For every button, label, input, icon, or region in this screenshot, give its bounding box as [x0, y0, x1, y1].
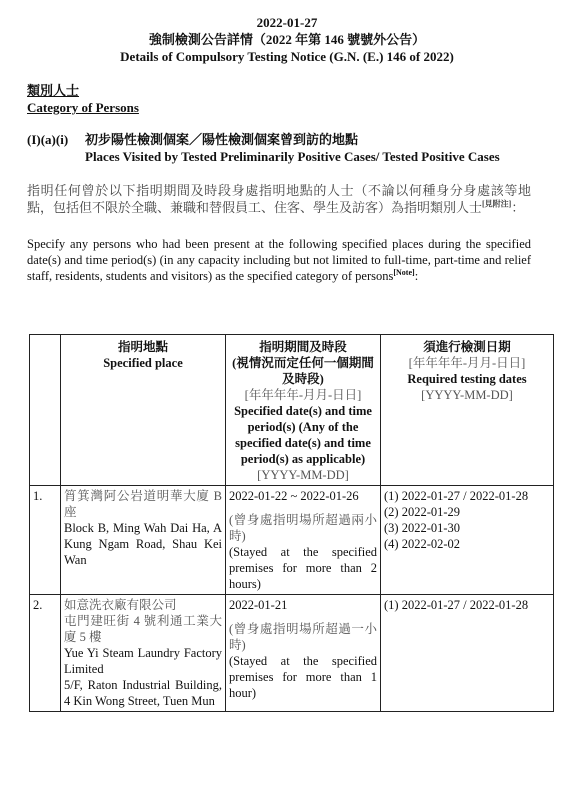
header-period-format-zh: [年年年年-月月-日日] — [244, 388, 362, 402]
header-place-zh: 指明地點 — [117, 340, 168, 354]
header-period — [226, 335, 381, 486]
header-testing-format-zh: [年年年年-月月-日日] — [408, 356, 526, 370]
row-period-note-zh: (曾身處指明場所超過一小時) — [229, 622, 377, 652]
notice-title-en: Details of Compulsory Testing Notice (G.N. (E.) 146 of 2022) — [120, 49, 454, 64]
row-period-note-en: (Stayed at the specified premises for more than 1 hour) — [229, 654, 377, 700]
paragraph-zh-note: [見附注] — [482, 199, 512, 209]
row-period — [226, 486, 381, 595]
table-row — [30, 486, 554, 595]
row-number: 2. — [30, 595, 61, 712]
paragraph-zh — [27, 182, 531, 216]
row-place — [61, 595, 226, 712]
notice-date: 2022-01-27 — [256, 15, 318, 30]
row-place — [61, 486, 226, 595]
category-heading-en: Category of Persons — [27, 100, 139, 115]
row-place-en: Yue Yi Steam Laundry Factory Limited — [64, 646, 222, 676]
row-place-zh: 如意洗衣廠有限公司 — [64, 598, 177, 612]
testing-date-item: (1) 2022-01-27 / 2022-01-28 — [384, 598, 529, 612]
testing-date-item: (2) 2022-01-29 — [384, 505, 461, 519]
row-place-en: Block B, Ming Wah Dai Ha, A Kung Ngam Road, Shau Kei Wan — [64, 521, 222, 567]
paragraph-zh-text: 指明任何曾於以下指明期間及時段身處指明地點的人士（不論以何種身分身處該等地點，包括但不限於全職、兼職和替假員工、住客、學生及訪客）為指明類別人士 — [27, 183, 531, 215]
table-header-row — [30, 335, 554, 486]
header-testing — [381, 335, 554, 486]
row-period-note-en: (Stayed at the specified premises for more than 2 hours) — [229, 545, 377, 591]
paragraph-zh-end: ： — [511, 200, 525, 215]
row-period-note-zh: (曾身處指明場所超過兩小時) — [229, 513, 377, 543]
row-period-dates: 2022-01-22 ~ 2022-01-26 — [229, 489, 359, 503]
section-number: (I)(a)(i) — [27, 132, 69, 147]
header-period-zh1: 指明期間及時段 — [259, 340, 347, 354]
paragraph-en — [27, 236, 531, 284]
header-testing-format-en: [YYYY-MM-DD] — [421, 388, 513, 402]
header-testing-en: Required testing dates — [407, 372, 527, 386]
row-testing-dates — [381, 595, 554, 712]
row-testing-dates — [381, 486, 554, 595]
notice-title-zh: 強制檢測公告詳情（2022 年第 146 號號外公告） — [148, 32, 426, 47]
testing-date-item: (1) 2022-01-27 / 2022-01-28 — [384, 489, 529, 503]
paragraph-en-end: : — [414, 269, 419, 283]
section-title-zh: 初步陽性檢測個案／陽性檢測個案曾到訪的地點 — [85, 132, 359, 147]
header-no — [30, 335, 61, 486]
testing-date-item: (4) 2022-02-02 — [384, 537, 461, 551]
header-place-en: Specified place — [103, 356, 183, 370]
testing-date-item: (3) 2022-01-30 — [384, 521, 461, 535]
header-period-format-en: [YYYY-MM-DD] — [257, 468, 349, 482]
category-heading-zh: 類別人士 — [27, 83, 80, 98]
row-place-zh-address: 屯門建旺街 4 號利通工業大廈 5 樓 — [64, 614, 222, 644]
header-period-en: Specified date(s) and time period(s) (Any of the specified date(s) and time period(s) as applicable) — [234, 404, 372, 466]
header-testing-zh: 須進行檢測日期 — [423, 340, 511, 354]
row-place-en-address: 5/F, Raton Industrial Building, 4 Kin Wong Street, Tuen Mun — [64, 678, 222, 708]
places-table — [29, 334, 554, 712]
header-place — [61, 335, 226, 486]
header-period-zh2: (視情況而定任何一個期間及時段) — [232, 356, 374, 386]
paragraph-en-text: Specify any persons who had been present at the following specified places during the specified date(s) and time period(s) (in any capacity including but not limited to full-time, part-time and relief staff, residents, students and visitors) as the specified category of persons — [27, 237, 531, 283]
row-place-zh: 筲箕灣阿公岩道明華大廈 B 座 — [64, 489, 222, 519]
table-row — [30, 595, 554, 712]
section-title-en: Places Visited by Tested Preliminarily Positive Cases/ Tested Positive Cases — [85, 149, 500, 164]
row-number: 1. — [30, 486, 61, 595]
paragraph-en-note: [Note] — [393, 267, 415, 277]
row-period — [226, 595, 381, 712]
row-period-dates: 2022-01-21 — [229, 598, 288, 612]
